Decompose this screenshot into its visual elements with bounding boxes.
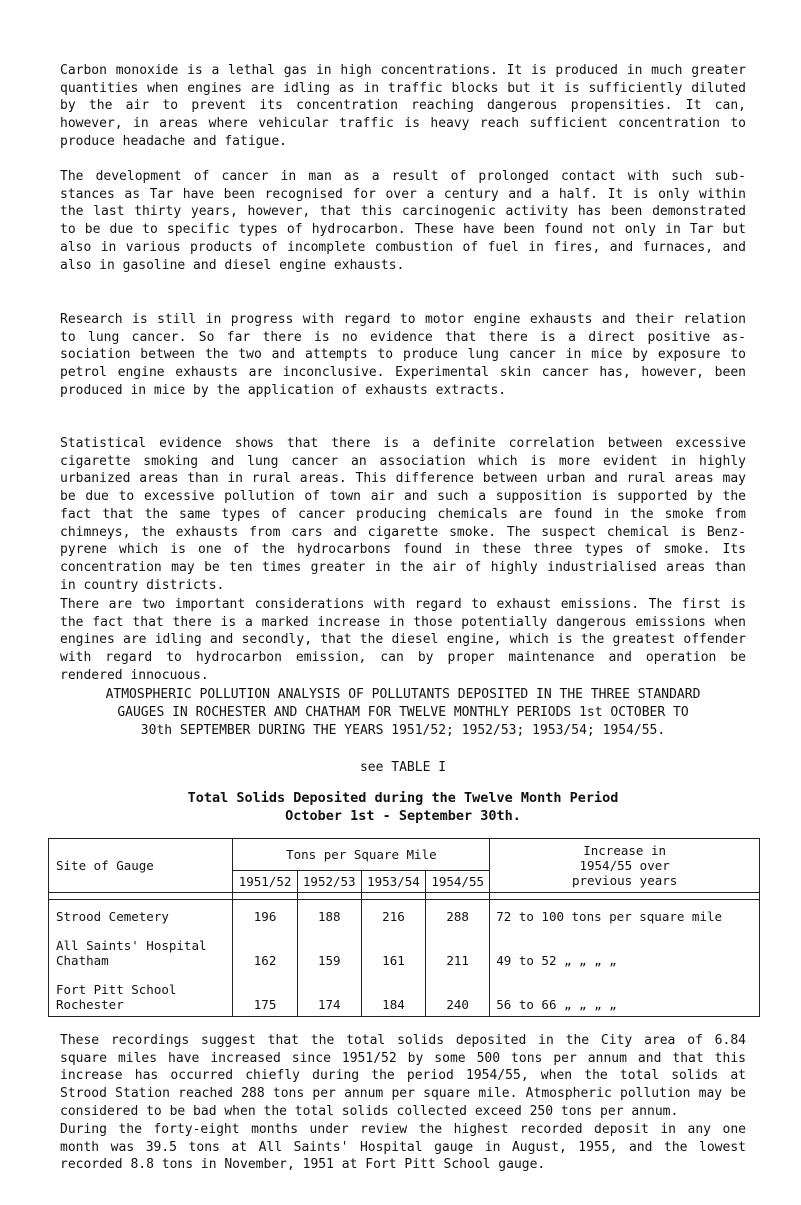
paragraph-research: Research is still in progress with regard to motor engine exhausts and their relation to lung cancer. So far there is no evidence that there is a direct positive as- sociation between the two and attempts to produce lung cancer in mice by exposure to petrol engine exhausts are inconclusive. Experimental skin cancer has, however, been produced in mice by the application of exhausts extracts. — [60, 312, 746, 398]
header-year-3: 1953/54 — [361, 871, 425, 893]
row-increase: 72 to 100 tons per square mile — [490, 900, 760, 929]
row-value: 196 — [233, 900, 297, 929]
row-value: 174 — [297, 972, 361, 1017]
header-year-1: 1951/52 — [233, 871, 297, 893]
header-increase-line-2: 1954/55 over — [579, 858, 670, 873]
row-value: 175 — [233, 972, 297, 1017]
see-table-reference: see TABLE I — [359, 760, 447, 775]
row-site-line-2: Rochester — [56, 997, 124, 1012]
row-value: 162 — [233, 928, 297, 972]
paragraph-highest-lowest: During the forty-eight months under review the highest recorded deposit in any one month was 39.5 tons at All Saints' Hospital gauge in August, 1955, and the lowest recorded 8.8 tons in November, 1951 at Fort Pitt School gauge. — [60, 1122, 746, 1173]
row-site — [49, 900, 233, 929]
row-value: 159 — [297, 928, 361, 972]
table-row — [49, 972, 760, 1017]
table-spacer — [49, 893, 760, 900]
row-site-line-1: Fort Pitt School — [56, 982, 177, 997]
header-increase-line-1: Increase in — [583, 843, 667, 858]
heading-line-1: ATMOSPHERIC POLLUTION ANALYSIS OF POLLUTANTS DEPOSITED IN THE THREE STANDARD — [105, 687, 701, 702]
total-solids-table — [48, 838, 760, 1017]
table-row — [49, 900, 760, 929]
row-site — [49, 928, 233, 972]
header-year-4: 1954/55 — [426, 871, 490, 893]
row-site-line-1: All Saints' Hospital — [56, 938, 207, 953]
analysis-heading — [60, 686, 746, 704]
row-value: 188 — [297, 900, 361, 929]
row-site — [49, 972, 233, 1017]
table-title-2: October 1st - September 30th. — [285, 808, 521, 824]
paragraph-exhaust-considerations: There are two important considerations with regard to exhaust emissions. The first is the fact that there is a marked increase in those potentially dangerous emissions when engines are idling and secondly, that the diesel engine, which is the greatest offender with regard to hydrocarbon emission, can by proper maintenance and operation be rendered innocuous. — [60, 597, 746, 683]
row-increase: 56 to 66 „ „ „ „ — [490, 972, 760, 1017]
row-value: 288 — [426, 900, 490, 929]
analysis-heading-2 — [60, 704, 746, 722]
row-value: 184 — [361, 972, 425, 1017]
row-value: 216 — [361, 900, 425, 929]
table-header-row — [49, 839, 760, 871]
heading-line-3: 30th SEPTEMBER DURING THE YEARS 1951/52; 1952/53; 1953/54; 1954/55. — [140, 723, 666, 738]
header-year-2: 1952/53 — [297, 871, 361, 893]
paragraph-statistical-evidence: Statistical evidence shows that there is a definite correlation between excessive cigarette smoking and lung cancer an association which is more evident in highly urbanized areas than in rural areas. This difference between urban and rural areas may be due to excessive pollution of town air and such a supposition is supported by the fact that the same types of cancer producing chemicals are found in the smoke from chimneys, the exhausts from cars and cigarette smoke. The suspect chemical is Benz- pyrene which is one of the hydrocarbons found in these three types of smoke. Its concentration may be ten times greater in the air of highly industrialised areas than in country districts. — [60, 436, 746, 593]
analysis-heading-3 — [60, 722, 746, 740]
paragraph-recordings-summary: These recordings suggest that the total solids deposited in the City area of 6.84 square miles have increased since 1951/52 by some 500 tons per annum and that this increase has occurred chiefly during the period 1954/55, when the total solids at Strood Station reached 288 tons per annum per square mile. Atmospheric pollution may be considered to be bad when the total solids collected exceed 250 tons per annum. — [60, 1033, 746, 1119]
row-increase: 49 to 52 „ „ „ „ — [490, 928, 760, 972]
row-value: 211 — [426, 928, 490, 972]
table-title-1: Total Solids Deposited during the Twelve Month Period — [187, 790, 619, 806]
header-increase — [490, 839, 760, 893]
row-value: 161 — [361, 928, 425, 972]
paragraph-carbon-monoxide: Carbon monoxide is a lethal gas in high concentrations. It is produced in much greater quantities when engines are idling as in traffic blocks but it is sufficiently diluted by the air to prevent its concentration reaching dangerous propensities. It can, however, in areas where vehicular traffic is heavy reach sufficient concentration to produce headache and fatigue. — [60, 63, 746, 149]
row-value: 240 — [426, 972, 490, 1017]
paragraph-cancer-development: The development of cancer in man as a result of prolonged contact with such sub- stances as Tar have been recognised for over a century and a half. It is only within the last thirty years, however, that this carcinogenic activity has been demonstrated to be due to specific types of hydrocarbon. These have been found not only in Tar but also in various products of incomplete combustion of fuel in fires, and furnaces, and also in gasoline and diesel engine exhausts. — [60, 169, 746, 273]
row-site-line-1: Strood Cemetery — [56, 909, 169, 924]
table-row — [49, 928, 760, 972]
heading-line-2: GAUGES IN ROCHESTER AND CHATHAM FOR TWELVE MONTHLY PERIODS 1st OCTOBER TO — [117, 705, 689, 720]
row-site-line-2: Chatham — [56, 953, 109, 968]
header-site-of-gauge: Site of Gauge — [49, 839, 233, 893]
header-increase-line-3: previous years — [571, 873, 678, 888]
header-tons-per-square-mile: Tons per Square Mile — [233, 839, 490, 871]
